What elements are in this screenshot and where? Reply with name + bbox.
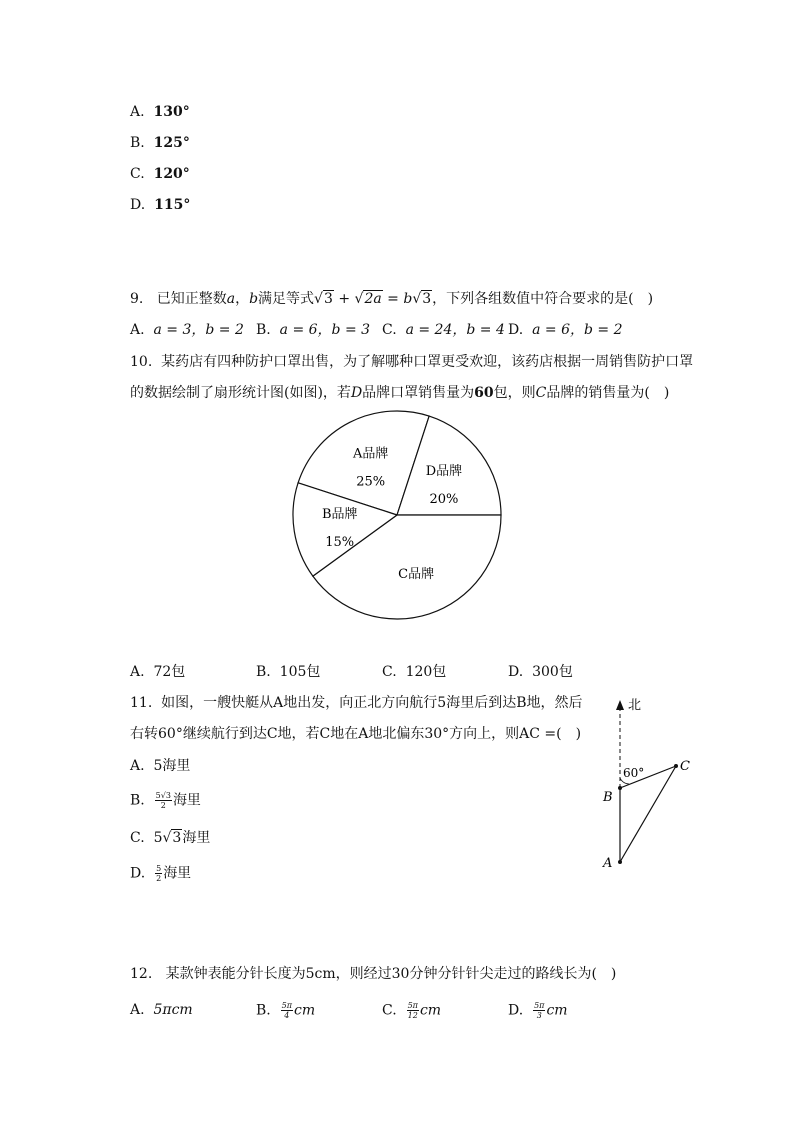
label-b: B xyxy=(603,790,613,805)
q10-stem-line2: 的数据绘制了扇形统计图(如图)，若D品牌口罩销售量为60包，则C品牌的销售量为( ) xyxy=(130,385,670,401)
q9-option-a: A. a = 3，b = 2 xyxy=(130,322,244,338)
q8-option-c: C. 120° xyxy=(130,166,190,182)
pie-percent-0: 25% xyxy=(356,474,386,490)
pie-percent-3: 15% xyxy=(325,535,355,551)
q12-option-a: A. 5πcm xyxy=(130,1002,193,1018)
q11-option-a: A. 5海里 xyxy=(130,758,191,774)
pie-label-2: C品牌 xyxy=(398,566,435,582)
q12-option-b: B. $\frac{5\pi}{4}$ cm xyxy=(256,1001,316,1020)
segment-ac xyxy=(620,766,676,862)
q10-option-a: A. 72包 xyxy=(130,664,186,680)
north-arrow-icon xyxy=(616,700,624,710)
q9-option-d: D. a = 6，b = 2 xyxy=(508,322,623,338)
point-a xyxy=(618,860,622,864)
north-label: 北 xyxy=(628,698,642,713)
pie-percent-1: 20% xyxy=(429,491,459,507)
q10-option-d: D. 300包 xyxy=(508,664,573,680)
q8-option-d: D. 115° xyxy=(130,197,191,213)
q11-stem-line1: 11. 如图，一艘快艇从A地出发，向正北方向航行5海里后到达B地，然后 xyxy=(130,695,583,711)
q12-stem: 12. 某款钟表能分针长度为5cm，则经过30分钟分针针尖走过的路线长为( ) xyxy=(130,966,617,982)
q11-option-c: C. 5√3海里 xyxy=(130,830,211,846)
q9-stem: 9. 已知正整数a，b满足等式√3 + √2a = b√3，下列各组数值中符合要求的是( ) xyxy=(130,291,654,307)
q11-stem-line2: 右转60°继续航行到达C地，若C地在A地北偏东30°方向上，则AC =( ) xyxy=(130,726,582,742)
q10-stem-line1: 10. 某药店有四种防护口罩出售，为了解哪种口罩更受欢迎，该药店根据一周销售防护口罩 xyxy=(130,354,694,370)
label-a: A xyxy=(603,856,613,871)
q8-option-b: B. 125° xyxy=(130,135,190,151)
navigation-figure xyxy=(595,690,705,880)
label-c: C xyxy=(680,759,690,774)
pie-label-0: A品牌 xyxy=(352,446,389,462)
q11-option-d: D. $\frac{5}{2}$ 海里 xyxy=(130,864,192,883)
angle-label: 60° xyxy=(623,766,645,780)
q12-option-c: C. $\frac{5\pi}{12}$ cm xyxy=(382,1001,442,1020)
q8-option-a: A. 130° xyxy=(130,104,190,120)
q10-option-c: C. 120包 xyxy=(382,664,447,680)
pie-label-3: B品牌 xyxy=(321,507,358,523)
q9-option-b: B. a = 6，b = 3 xyxy=(256,322,371,338)
point-c xyxy=(674,764,678,768)
point-b xyxy=(618,786,622,790)
pie-chart xyxy=(288,410,508,625)
q12-option-d: D. $\frac{5\pi}{3}$ cm xyxy=(508,1001,568,1020)
q11-option-b: B. $\frac{5√3}{2}$ 海里 xyxy=(130,791,201,810)
q10-option-b: B. 105包 xyxy=(256,664,321,680)
pie-label-1: D品牌 xyxy=(425,463,463,479)
q9-option-c: C. a = 24，b = 4 xyxy=(382,322,505,338)
